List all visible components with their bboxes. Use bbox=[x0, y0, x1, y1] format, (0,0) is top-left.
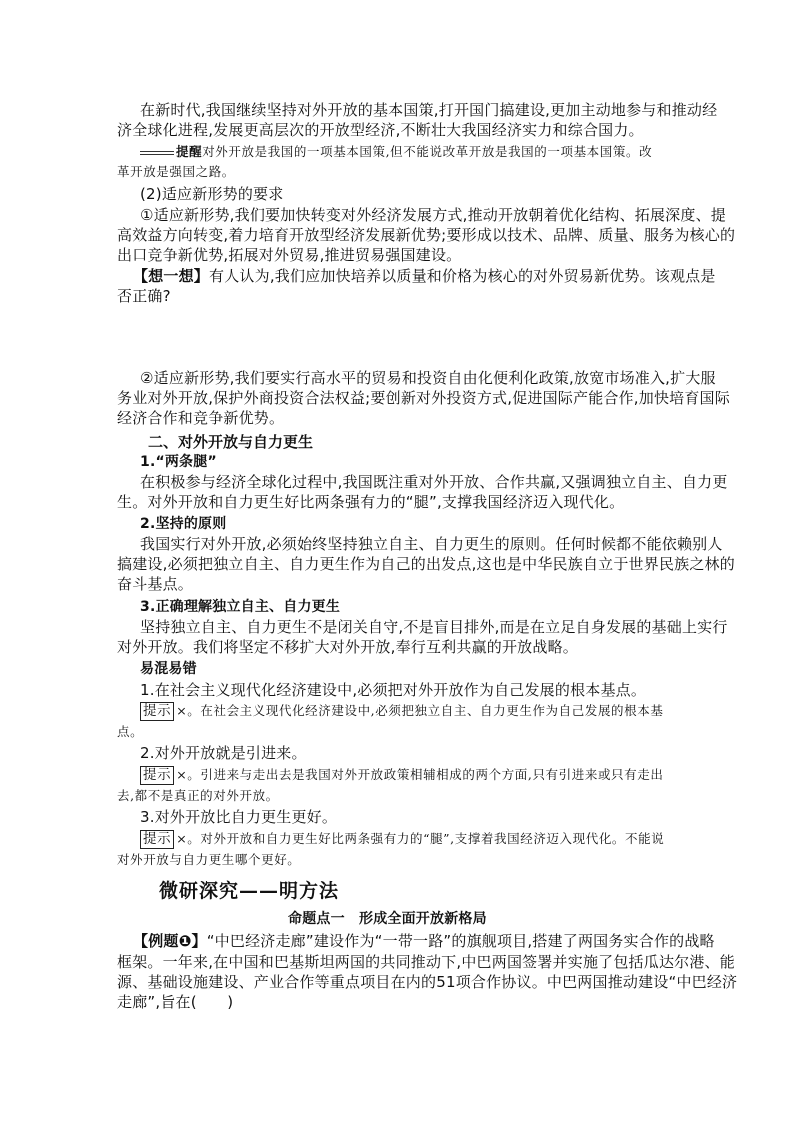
point-heading: 1.“两条腿” bbox=[140, 454, 217, 470]
paragraph-line: 对外开放。我们将坚定不移扩大对外开放,奉行互利共赢的开放战略。 bbox=[117, 638, 578, 656]
paragraph-line: 出口竞争新优势,拓展对外贸易,推进贸易强国建设。 bbox=[117, 246, 462, 264]
think-label: 【想一想】 bbox=[133, 267, 210, 285]
think-text: 有人认为,我们应加快培养以质量和价格为核心的对外贸易新优势。该观点是 bbox=[209, 267, 716, 285]
mistake-answer-cont: 对外开放与自力更生哪个更好。 bbox=[117, 852, 301, 867]
paragraph-line: 生。对外开放和自力更生好比两条强有力的“腿”,支撑我国经济迈入现代化。 bbox=[117, 493, 625, 511]
paragraph-line: ①适应新形势,我们要加快转变对外经济发展方式,推动开放朝着优化结构、拓展深度、提 bbox=[140, 206, 726, 224]
point-heading: 3.正确理解独立自主、自力更生 bbox=[140, 599, 341, 615]
mistake-question: 2.对外开放就是引进来。 bbox=[140, 744, 307, 762]
mistake-answer-text: ×。在社会主义现代化经济建设中,必须把独立自主、自力更生作为自己发展的根本基 bbox=[176, 703, 664, 718]
reminder-text-cont: 革开放是强国之路。 bbox=[117, 164, 235, 179]
mistakes-heading: 易混易错 bbox=[140, 661, 197, 677]
reminder-rule-icon bbox=[140, 151, 174, 155]
point-heading: 2.坚持的原则 bbox=[140, 516, 227, 532]
paragraph-line: 济全球化进程,发展更高层次的开放型经济,不断壮大我国经济实力和综合国力。 bbox=[117, 121, 644, 139]
think-text-cont: 否正确? bbox=[117, 287, 171, 305]
hint-box: 提示 bbox=[140, 830, 174, 849]
example-line: 源、基础设施建设、产业合作等重点项目在内的51项合作协议。中巴两国推动建设“中巴经济 bbox=[117, 973, 738, 991]
mistake-answer-text: ×。对外开放和自力更生好比两条强有力的“腿”,支撑着我国经济迈入现代化。不能说 bbox=[176, 831, 665, 846]
example-label: 【例题❶】 bbox=[133, 932, 207, 950]
example-line: 框架。一年来,在中国和巴基斯坦两国的共同推动下,中巴两国签署并实施了包括瓜达尔港、能 bbox=[117, 953, 735, 971]
paragraph-line: ②适应新形势,我们要实行高水平的贸易和投资自由化便利化政策,放宽市场准入,扩大服 bbox=[140, 369, 716, 387]
mistake-answer-cont: 点。 bbox=[117, 724, 144, 739]
mistake-answer bbox=[140, 765, 663, 785]
example-line: 走廊”,旨在( ) bbox=[117, 993, 234, 1011]
paragraph-line: 坚持独立自主、自力更生不是闭关自守,不是盲目排外,而是在立足自身发展的基础上实行 bbox=[140, 618, 728, 636]
paragraph-line: 在积极参与经济全球化过程中,我国既注重对外开放、合作共赢,又强调独立自主、自力更 bbox=[140, 473, 728, 491]
example-line bbox=[133, 931, 715, 951]
paragraph-line: 我国实行对外开放,必须始终坚持独立自主、自力更生的原则。任何时候都不能依赖别人 bbox=[140, 535, 723, 553]
reminder-label: 提醒 bbox=[176, 144, 203, 159]
paragraph-line: 在新时代,我国继续坚持对外开放的基本国策,打开国门搞建设,更加主动地参与和推动经 bbox=[140, 101, 718, 119]
hint-box: 提示 bbox=[140, 766, 174, 785]
mistake-question: 1.在社会主义现代化经济建设中,必须把对外开放作为自己发展的根本基点。 bbox=[140, 681, 647, 699]
topic-heading: 命题点一 形成全面开放新格局 bbox=[288, 911, 487, 927]
think-question bbox=[133, 266, 716, 286]
mistake-question: 3.对外开放比自力更生更好。 bbox=[140, 808, 338, 826]
reminder-text: 对外开放是我国的一项基本国策,但不能说改革开放是我国的一项基本国策。改 bbox=[202, 144, 653, 159]
paragraph-line: 经济合作和竞争新优势。 bbox=[117, 409, 285, 427]
section-heading: 二、对外开放与自力更生 bbox=[148, 433, 314, 451]
mistake-answer bbox=[140, 701, 663, 721]
paragraph-line: 高效益方向转变,着力培育开放型经济发展新优势;要形成以技术、品牌、质量、服务为核心的 bbox=[117, 226, 736, 244]
subheading: (2)适应新形势的要求 bbox=[140, 185, 284, 203]
hint-box: 提示 bbox=[140, 702, 174, 721]
paragraph-line: 搞建设,必须把独立自主、自力更生作为自己的出发点,这也是中华民族自立于世界民族之林的 bbox=[117, 555, 735, 573]
mistake-answer bbox=[140, 829, 664, 849]
mistake-answer-cont: 去,都不是真正的对外开放。 bbox=[117, 788, 279, 803]
reminder-note bbox=[140, 142, 652, 162]
example-text: “中巴经济走廊”建设作为“一带一路”的旗舰项目,搭建了两国务实合作的战略 bbox=[206, 932, 715, 950]
study-title: 微研深究——明方法 bbox=[159, 880, 340, 902]
mistake-answer-text: ×。引进来与走出去是我国对外开放政策相辅相成的两个方面,只有引进来或只有走出 bbox=[176, 767, 664, 782]
paragraph-line: 奋斗基点。 bbox=[117, 575, 194, 593]
paragraph-line: 务业对外开放,保护外商投资合法权益;要创新对外投资方式,促进国际产能合作,加快培育国际 bbox=[117, 389, 730, 407]
